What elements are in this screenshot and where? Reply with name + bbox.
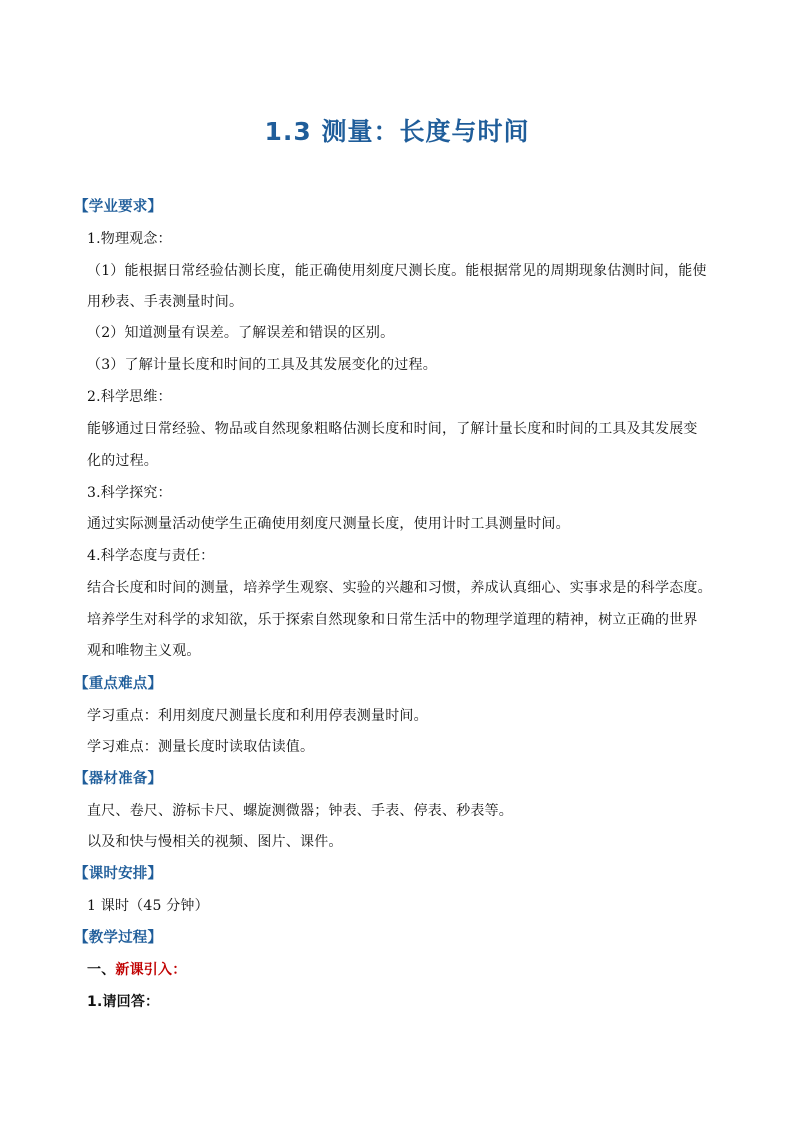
schedule-duration: 1 课时（45 分钟） xyxy=(87,898,209,914)
learning-focus: 学习重点：利用刻度尺测量长度和利用停表测量时间。 xyxy=(87,708,428,724)
page-title: 1.3 测量：长度与时间 xyxy=(264,117,530,146)
paragraph-line: 培养学生对科学的求知欲，乐于探索自然现象和日常生活中的物理学道理的精神，树立正确的世界 xyxy=(87,612,698,628)
item-scientific-inquiry: 3.科学探究： xyxy=(87,485,172,501)
process-step-intro xyxy=(87,961,186,979)
paragraph-line: 用秒表、手表测量时间。 xyxy=(87,294,244,310)
section-header-requirements: 【学业要求】 xyxy=(74,199,163,215)
section-header-schedule: 【课时安排】 xyxy=(74,866,163,882)
step-number: 一、 xyxy=(87,962,116,978)
section-header-process: 【教学过程】 xyxy=(74,930,163,946)
section-header-key-points: 【重点难点】 xyxy=(74,676,163,692)
paragraph-line: （2）知道测量有误差。了解误差和错误的区别。 xyxy=(87,325,395,341)
question-prompt: 1.请回答： xyxy=(87,994,160,1010)
equipment-list: 直尺、卷尺、游标卡尺、螺旋测微器；钟表、手表、停表、秒表等。 xyxy=(87,803,513,819)
paragraph-line: （3）了解计量长度和时间的工具及其发展变化的过程。 xyxy=(87,357,437,373)
equipment-media: 以及和快与慢相关的视频、图片、课件。 xyxy=(87,834,343,850)
item-scientific-attitude: 4.科学态度与责任： xyxy=(87,548,215,564)
paragraph-line: 观和唯物主义观。 xyxy=(87,643,201,659)
item-scientific-thinking: 2.科学思维： xyxy=(87,389,172,405)
learning-difficulty: 学习难点：测量长度时读取估读值。 xyxy=(87,739,315,755)
section-header-equipment: 【器材准备】 xyxy=(74,771,163,787)
paragraph-line: 化的过程。 xyxy=(87,453,158,469)
paragraph-line: 结合长度和时间的测量，培养学生观察、实验的兴趣和习惯，养成认真细心、实事求是的科学态度。 xyxy=(87,580,712,596)
item-physics-concept: 1.物理观念： xyxy=(87,231,172,247)
paragraph-line: 通过实际测量活动使学生正确使用刻度尺测量长度，使用计时工具测量时间。 xyxy=(87,516,570,532)
paragraph-line: 能够通过日常经验、物品或自然现象粗略估测长度和时间，了解计量长度和时间的工具及其发展变 xyxy=(87,421,698,437)
step-label: 新课引入： xyxy=(115,962,187,978)
paragraph-line: （1）能根据日常经验估测长度，能正确使用刻度尺测长度。能根据常见的周期现象估测时间，能使 xyxy=(87,263,707,279)
